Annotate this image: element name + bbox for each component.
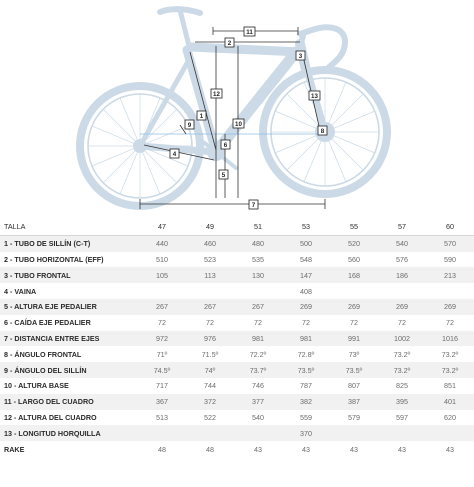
geometry-table [0,219,474,457]
table-row [0,425,474,441]
table-cell: 73.2º [378,346,426,362]
table-cell: 480 [234,235,282,251]
badge-8 [318,126,327,135]
table-cell [330,283,378,299]
table-cell: 620 [426,410,474,426]
table-cell: 560 [330,252,378,268]
table-cell: 500 [282,235,330,251]
row-label: 13 - LONGITUD HORQUILLA [0,425,138,441]
table-cell: 72.8º [282,346,330,362]
size-header: 60 [426,219,474,235]
table-cell: 74.5º [138,362,186,378]
svg-text:3: 3 [298,53,303,60]
table-cell: 513 [138,410,186,426]
table-cell: 377 [234,394,282,410]
size-header: 51 [234,219,282,235]
table-cell: 401 [426,394,474,410]
size-header: 55 [330,219,378,235]
table-cell: 717 [138,378,186,394]
row-label: 6 - CAÍDA EJE PEDALIER [0,315,138,331]
table-cell: 113 [186,267,234,283]
table-cell: 579 [330,410,378,426]
table-cell: 520 [330,235,378,251]
table-row [0,267,474,283]
badge-2 [225,38,234,47]
table-cell: 73.5º [282,362,330,378]
table-cell: 267 [138,299,186,315]
table-cell: 267 [234,299,282,315]
row-label: 4 - VAINA [0,283,138,299]
size-header-label: TALLA [0,219,138,235]
table-cell: 105 [138,267,186,283]
table-cell: 367 [138,394,186,410]
table-cell [378,283,426,299]
table-cell: 460 [186,235,234,251]
badge-5 [219,170,228,179]
table-cell: 372 [186,394,234,410]
svg-text:4: 4 [172,151,177,158]
table-cell: 981 [234,331,282,347]
size-header: 53 [282,219,330,235]
row-label: 11 - LARGO DEL CUADRO [0,394,138,410]
table-cell: 48 [186,441,234,457]
table-cell [138,283,186,299]
badge-4 [170,149,179,158]
table-cell [234,283,282,299]
row-label: 10 - ALTURA BASE [0,378,138,394]
row-label: 3 - TUBO FRONTAL [0,267,138,283]
row-label: 12 - ALTURA DEL CUADRO [0,410,138,426]
table-cell: 71º [138,346,186,362]
table-cell: 72 [138,315,186,331]
svg-text:2: 2 [227,40,232,47]
row-label: 9 - ÁNGULO DEL SILLÍN [0,362,138,378]
table-cell: 408 [282,283,330,299]
row-label: 5 - ALTURA EJE PEDALIER [0,299,138,315]
row-label: 2 - TUBO HORIZONTAL (EFF) [0,252,138,268]
table-cell: 43 [378,441,426,457]
size-header: 47 [138,219,186,235]
badge-3 [296,51,305,60]
table-row [0,346,474,362]
table-cell: 522 [186,410,234,426]
table-row [0,315,474,331]
table-cell: 576 [378,252,426,268]
table-cell: 523 [186,252,234,268]
table-cell: 71.5º [186,346,234,362]
table-cell: 72 [426,315,474,331]
table-cell: 976 [186,331,234,347]
badge-11 [244,27,255,36]
table-cell [186,283,234,299]
table-header-row [0,219,474,235]
table-cell: 597 [378,410,426,426]
table-cell: 73.7º [234,362,282,378]
table-cell: 147 [282,267,330,283]
table-cell: 269 [330,299,378,315]
row-label: 1 - TUBO DE SILLÍN (C-T) [0,235,138,251]
table-cell: 440 [138,235,186,251]
badge-6 [221,140,230,149]
svg-text:7: 7 [251,202,256,209]
table-cell: 72 [378,315,426,331]
table-row [0,410,474,426]
badge-13 [309,91,320,100]
table-cell: 72 [330,315,378,331]
table-cell: 787 [282,378,330,394]
svg-text:12: 12 [213,91,220,98]
row-label: 8 - ÁNGULO FRONTAL [0,346,138,362]
size-header: 49 [186,219,234,235]
badge-10 [233,119,244,128]
table-cell: 269 [282,299,330,315]
table-cell: 73.2º [426,346,474,362]
table-cell: 43 [330,441,378,457]
table-cell: 43 [282,441,330,457]
table-cell: 186 [378,267,426,283]
table-cell [330,425,378,441]
table-cell: 267 [186,299,234,315]
table-row [0,378,474,394]
table-cell: 548 [282,252,330,268]
svg-text:5: 5 [221,172,226,179]
svg-text:8: 8 [320,128,325,135]
row-label: 7 - DISTANCIA ENTRE EJES [0,331,138,347]
table-cell [426,283,474,299]
svg-text:9: 9 [187,122,192,129]
table-cell: 1016 [426,331,474,347]
svg-text:1: 1 [199,113,204,120]
table-row [0,299,474,315]
table-cell: 510 [138,252,186,268]
table-cell: 74º [186,362,234,378]
table-cell [186,425,234,441]
badge-7 [249,200,258,209]
table-cell: 559 [282,410,330,426]
table-cell: 213 [426,267,474,283]
table-row [0,441,474,457]
table-cell: 540 [234,410,282,426]
table-cell: 972 [138,331,186,347]
table-cell: 395 [378,394,426,410]
svg-text:13: 13 [311,93,318,100]
table-row [0,394,474,410]
frame [140,9,345,168]
table-cell: 851 [426,378,474,394]
table-cell: 981 [282,331,330,347]
size-header: 57 [378,219,426,235]
table-cell: 269 [378,299,426,315]
table-body [0,235,474,457]
svg-text:11: 11 [246,29,253,36]
svg-text:10: 10 [235,121,242,128]
table-row [0,283,474,299]
table-cell: 73.2º [426,362,474,378]
table-cell: 991 [330,331,378,347]
table-cell: 72 [282,315,330,331]
table-cell: 72 [234,315,282,331]
table-row [0,362,474,378]
table-cell: 1002 [378,331,426,347]
row-label: RAKE [0,441,138,457]
table-cell: 72 [186,315,234,331]
table-cell [234,425,282,441]
table-row [0,331,474,347]
table-cell: 590 [426,252,474,268]
table-row [0,252,474,268]
bike-geometry-diagram [0,0,474,213]
badge-12 [211,89,222,98]
table-cell [378,425,426,441]
table-cell: 168 [330,267,378,283]
table-cell: 73.2º [378,362,426,378]
table-cell: 130 [234,267,282,283]
table-cell: 746 [234,378,282,394]
table-cell: 72.2º [234,346,282,362]
table-cell: 48 [138,441,186,457]
table-cell: 43 [426,441,474,457]
table-cell: 73.5º [330,362,378,378]
table-cell: 807 [330,378,378,394]
table-cell: 370 [282,425,330,441]
table-cell: 43 [234,441,282,457]
table-cell [138,425,186,441]
badge-9 [185,120,194,129]
table-cell: 387 [330,394,378,410]
table-cell: 73º [330,346,378,362]
table-cell: 540 [378,235,426,251]
table-cell: 744 [186,378,234,394]
table-cell [426,425,474,441]
table-cell: 825 [378,378,426,394]
table-cell: 535 [234,252,282,268]
table-cell: 382 [282,394,330,410]
svg-text:6: 6 [223,142,228,149]
table-cell: 269 [426,299,474,315]
table-row [0,235,474,251]
badge-1 [197,111,206,120]
table-cell: 570 [426,235,474,251]
